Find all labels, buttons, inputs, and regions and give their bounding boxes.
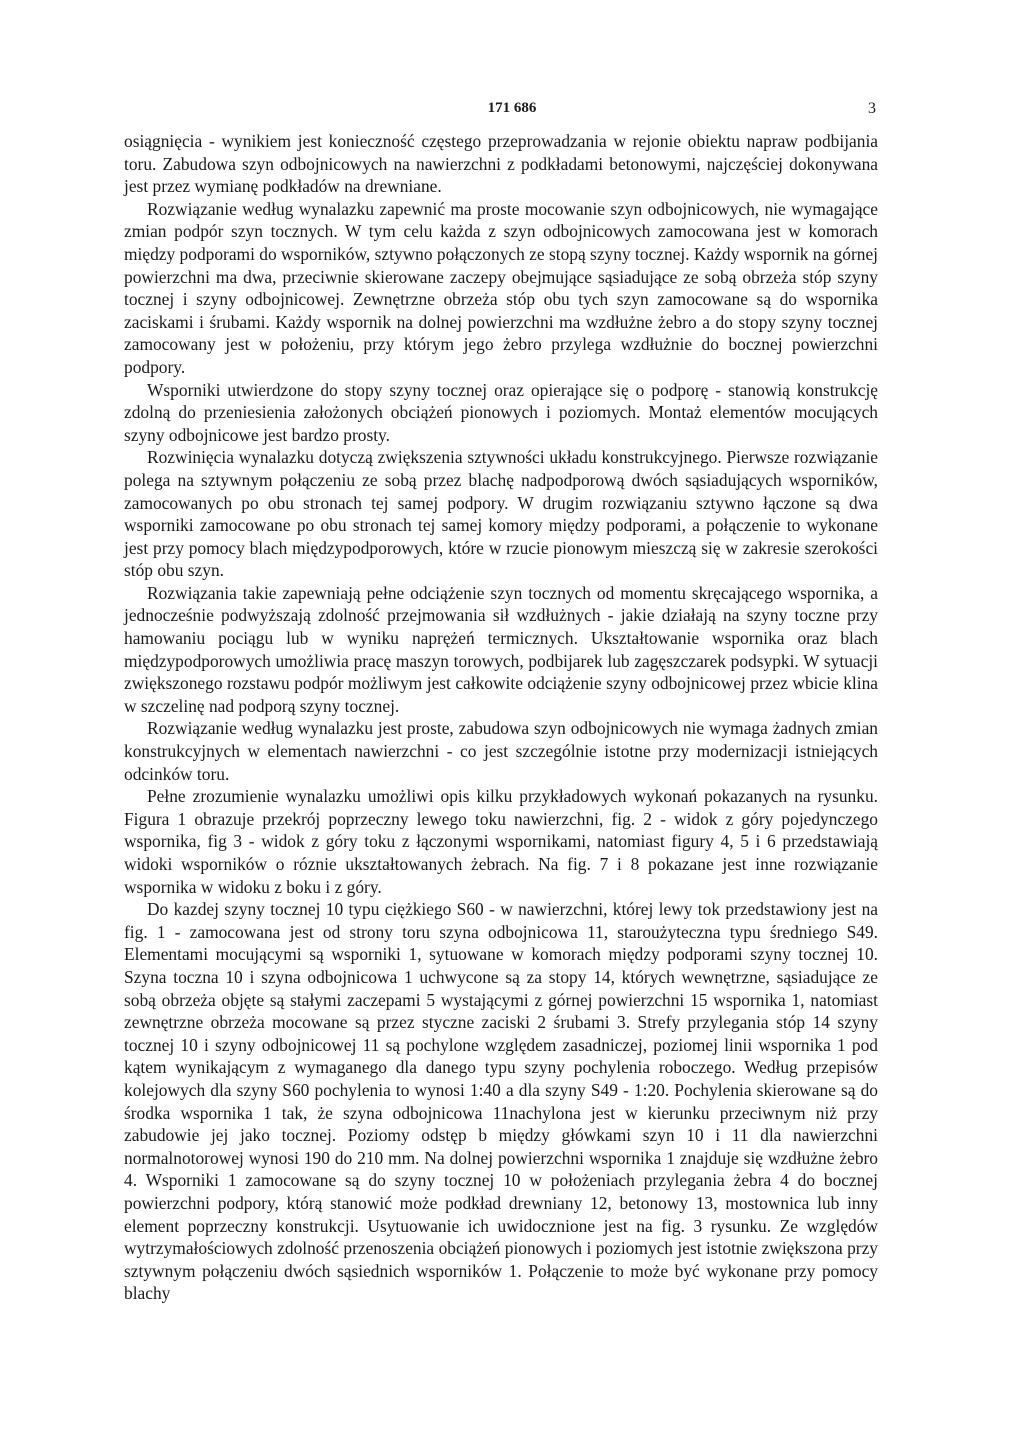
paragraph: Do kazdej szyny tocznej 10 typu ciężkiego S60 - w nawierzchni, której lewy tok przedstawiony jest na fig. 1 - zamocowana jest od strony toru szyna odbojnicowa 11, staroużyteczna typu średniego S49. Elementami mocującymi są wsporniki 1, sytuowane w komorach między podporami szyny tocznej 10. Szyna toczna 10 i szyna odbojnicowa 1 uchwycone są za stopy 14, których wewnętrzne, sąsiadujące ze sobą obrzeża objęte są stałymi zaczepami 5 wystającymi z górnej powierzchni 15 wspornika 1, natomiast zewnętrzne obrzeża mocowane są przez styczne zaciski 2 śrubami 3. Strefy przylegania stóp 14 szyny tocznej 10 i szyny odbojnicowej 11 są pochylone względem zasadniczej, poziomej linii wspornika 1 pod kątem wynikającym z wymaganego dla danego typu szyny pochylenia roboczego. Według przepisów kolejowych dla szyny S60 pochylenia to wynosi 1:40 a dla szyny S49 - 1:20. Pochylenia skierowane są do środka wspornika 1 tak, że szyna odbojnicowa 11nachylona jest w kierunku przeciwnym niż przy zabudowie jej jako tocznej. Poziomy odstęp b między główkami szyn 10 i 11 dla nawierzchni normalnotorowej wynosi 190 do 210 mm. Na dolnej powierzchni wspornika 1 znajduje się wzdłużne żebro 4. Wsporniki 1 zamocowane są do szyny tocznej 10 w położeniach przylegania żebra 4 do bocznej powierzchni podpory, którą stanowić może podkład drewniany 12, betonowy 13, mostownica lub inny element poprzeczny konstrukcji. Usytuowanie ich uwidocznione jest na fig. 3 rysunku. Ze względów wytrzymałościowych zdolność przenoszenia obciążeń pionowych i poziomych jest istotnie zwiększona przy sztywnym połączeniu dwóch sąsiednich wsporników 1. Połączenie to może być wykonane przy pomocy blachy [124, 899, 878, 1304]
paragraph: Wsporniki utwierdzone do stopy szyny tocznej oraz opierające się o podporę - stanowią konstrukcję zdolną do przeniesienia założonych obciążeń pionowych i poziomych. Montaż elementów mocujących szyny odbojnicowe jest bardzo prosty. [124, 379, 878, 445]
body-text [124, 130, 878, 1305]
paragraph: Rozwiązanie według wynalazku zapewnić ma proste mocowanie szyn odbojnicowych, nie wymagające zmian podpór szyn tocznych. W tym celu każda z szyn odbojnicowych zamocowana jest w komorach między podporami do wsporników, sztywno połączonych ze stopą szyny tocznej. Każdy wspornik na górnej powierzchni ma dwa, przeciwnie skierowane zaczepy obejmujące sąsiadujące ze sobą obrzeża stóp szyny tocznej i szyny odbojnicowej. Zewnętrzne obrzeża stóp obu tych szyn zamocowane są do wspornika zaciskami i śrubami. Każdy wspornik na dolnej powierzchni ma wzdłużne żebro a do stopy szyny tocznej zamocowany jest w położeniu, przy którym jego żebro przylega wzdłużnie do bocznej powierzchni podpory. [124, 198, 878, 377]
paragraph: osiągnięcia - wynikiem jest konieczność częstego przeprowadzania w rejonie obiektu napraw podbijania toru. Zabudowa szyn odbojnicowych na nawierzchni z podkładami betonowymi, najczęściej dokonywana jest przez wymianę podkładów na drewniane. [124, 131, 878, 197]
paragraph: Rozwinięcia wynalazku dotyczą zwiększenia sztywności układu konstrukcyjnego. Pierwsze rozwiązanie polega na sztywnym połączeniu ze sobą przez blachę nadpodporową dwóch sąsiadujących wsporników, zamocowanych po obu stronach tej samej podpory. W drugim rozwiązaniu sztywno łączone są dwa wsporniki zamocowane po obu stronach tej samej komory między podporami, a połączenie to wykonane jest przy pomocy blach międzypodporowych, które w rzucie pionowym mieszczą się w zakresie szerokości stóp obu szyn. [124, 447, 878, 581]
paragraph: Rozwiązanie według wynalazku jest proste, zabudowa szyn odbojnicowych nie wymaga żadnych zmian konstrukcyjnych w elementach nawierzchni - co jest szczególnie istotne przy modernizacji istniejących odcinków toru. [124, 718, 878, 784]
paragraph: Pełne zrozumienie wynalazku umożliwi opis kilku przykładowych wykonań pokazanych na rysunku. Figura 1 obrazuje przekrój poprzeczny lewego toku nawierzchni, fig. 2 - widok z góry pojedynczego wspornika, fig 3 - widok z góry toku z łączonymi wspornikami, natomiast figury 4, 5 i 6 przedstawiają widoki wsporników o róznie ukształtowanych żebrach. Na fig. 7 i 8 pokazane jest inne rozwiązanie wspornika w widoku z boku i z góry. [124, 786, 878, 897]
document-number: 171 686 [487, 100, 537, 116]
page-number: 3 [868, 100, 876, 117]
paragraph: Rozwiązania takie zapewniają pełne odciążenie szyn tocznych od momentu skręcającego wspornika, a jednocześnie podwyższają zdolność przejmowania sił wzdłużnych - jakie działają na szyny toczne przy hamowaniu pociągu lub w wyniku naprężeń termicznych. Ukształtowanie wspornika oraz blach międzypodporowych umożliwia pracę maszyn torowych, podbijarek lub zagęszczarek podsypki. W sytuacji zwiększonego rozstawu podpór możliwym jest całkowite odciążenie szyny odbojnicowej przez wbicie klina w szczelinę nad podporą szyny tocznej. [124, 582, 878, 716]
page-header [0, 100, 1024, 124]
